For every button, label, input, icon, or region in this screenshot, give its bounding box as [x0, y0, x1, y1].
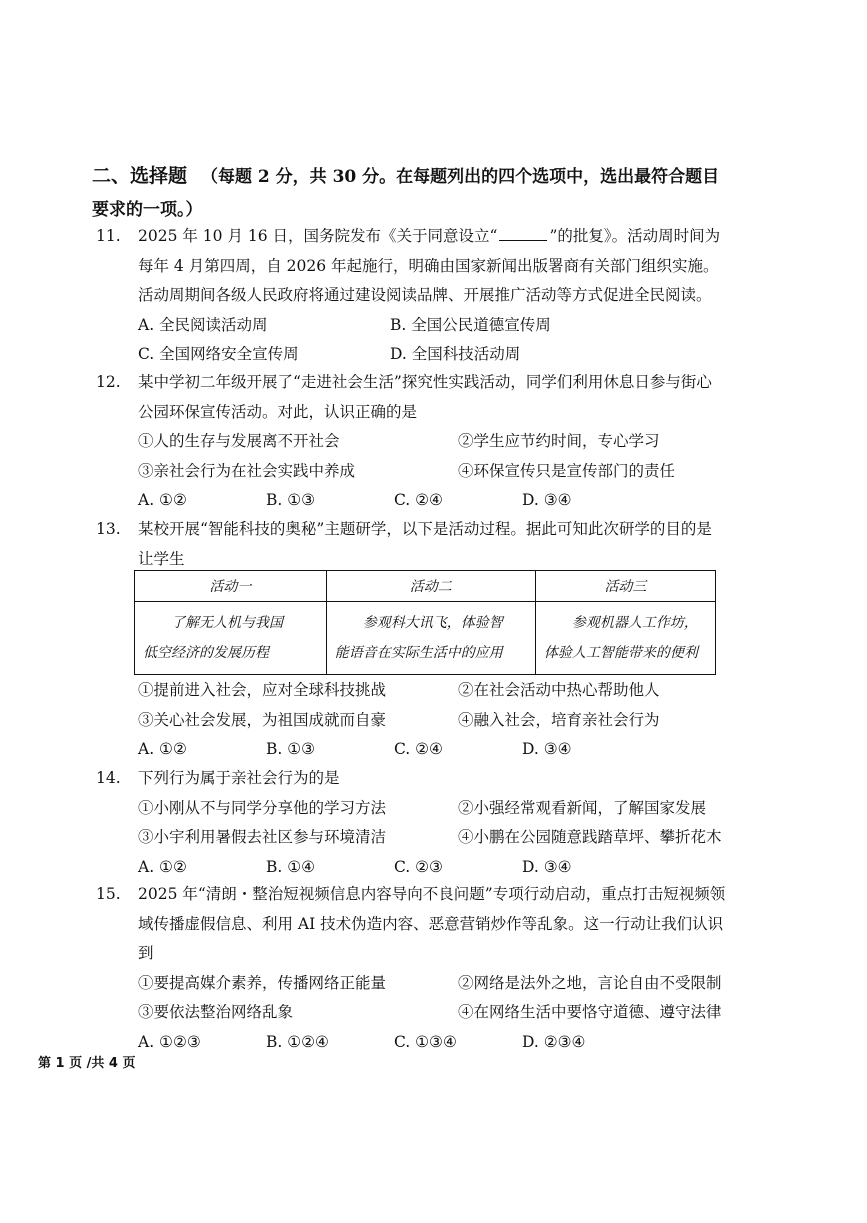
- statement-3: ③小宇利用暑假去社区参与环境清洁: [138, 828, 387, 846]
- option-c[interactable]: C. ②④: [394, 740, 443, 758]
- statement-list: [138, 794, 726, 853]
- option-a[interactable]: A. ①②③: [138, 1032, 201, 1051]
- option-b[interactable]: B. ①②④: [266, 1032, 329, 1051]
- statement-4: ④在网络生活中要恪守道德、遵守法律: [458, 1003, 722, 1021]
- answer-options: [138, 311, 726, 370]
- option-c[interactable]: C. 全国网络安全宣传周: [138, 345, 299, 363]
- statement-3: ③要依法整治网络乱象: [138, 1003, 294, 1021]
- question-14: [96, 764, 726, 882]
- statement-3: ③亲社会行为在社会实践中养成: [138, 461, 356, 480]
- statement-1: ①要提高媒介素养，传播网络正能量: [138, 973, 387, 992]
- question-number: 14.: [96, 769, 121, 787]
- page-footer: 第 1 页 /共 4 页: [38, 1056, 136, 1071]
- option-d[interactable]: D. ③④: [522, 740, 572, 758]
- question-stem: 下列行为属于亲社会行为的是: [138, 769, 340, 787]
- question-number: 13.: [96, 520, 121, 538]
- option-d[interactable]: D. ③④: [522, 491, 572, 509]
- answer-options: [138, 1028, 726, 1058]
- option-d[interactable]: D. ③④: [522, 857, 572, 876]
- statement-1: ①人的生存与发展离不开社会: [138, 432, 340, 450]
- question-number: 12.: [96, 373, 121, 391]
- question-stem: 某校开展“智能科技的奥秘”主题研学，以下是活动过程。据此可知此次研学的目的是让学生: [138, 520, 712, 568]
- table-cell: 参观机器人工作坊， 体验人工智能带来的便利: [535, 602, 715, 675]
- option-a[interactable]: A. ①②: [138, 857, 187, 876]
- option-a[interactable]: A. ①②: [138, 491, 187, 509]
- question-15: [96, 880, 726, 1057]
- option-d[interactable]: D. 全国科技活动周: [390, 345, 521, 363]
- table-cell: 参观科大讯飞，体验智 能语音在实际生活中的应用: [326, 602, 535, 675]
- statement-4: ④小鹏在公园随意践踏草坪、攀折花木: [458, 828, 722, 846]
- statement-1: ①小刚从不与同学分享他的学习方法: [138, 798, 387, 817]
- table-cell: 了解无人机与我国 低空经济的发展历程: [135, 602, 327, 675]
- statement-list: [138, 676, 726, 735]
- option-b[interactable]: B. ①③: [266, 491, 316, 509]
- answer-options: [138, 853, 726, 883]
- option-c[interactable]: C. ①③④: [394, 1032, 457, 1051]
- fill-blank: [499, 226, 547, 241]
- statement-4: ④环保宣传只是宣传部门的责任: [458, 461, 676, 480]
- option-c[interactable]: C. ②④: [394, 491, 443, 509]
- table-header: 活动三: [535, 571, 715, 602]
- table-header: 活动一: [135, 571, 327, 602]
- statement-2: ②在社会活动中热心帮助他人: [458, 681, 660, 699]
- statement-2: ②学生应节约时间，专心学习: [458, 432, 660, 450]
- section-note: （每题 2 分，共 30 分。在每题列出的四个选项中，选出最符合题目要求的一项。）: [92, 167, 720, 220]
- question-13-answers: [96, 676, 726, 765]
- statement-3: ③关心社会发展，为祖国成就而自豪: [138, 710, 387, 729]
- statement-2: ②网络是法外之地，言论自由不受限制: [458, 973, 722, 992]
- table-header: 活动二: [326, 571, 535, 602]
- question-stem: 某中学初二年级开展了“走进社会生活”探究性实践活动，同学们利用休息日参与街心公园环保宣传活动。对此，认识正确的是: [138, 373, 712, 421]
- option-b[interactable]: B. ①③: [266, 740, 316, 758]
- question-number: 15.: [96, 885, 121, 903]
- question-13: [96, 515, 726, 574]
- question-11: [96, 222, 726, 370]
- statement-1: ①提前进入社会，应对全球科技挑战: [138, 681, 387, 699]
- option-b[interactable]: B. 全国公民道德宣传周: [390, 315, 551, 334]
- option-a[interactable]: A. ①②: [138, 740, 187, 758]
- question-stem: 2025 年 10 月 16 日，国务院发布《关于同意设立“ ”的批复》。活动周时间为每年 4 月第四周，自 2026 年起施行，明确由国家新闻出版署商有关部门组织实施。活动周期间各级人民政府将通过建设阅读品牌、开展推广活动等方式促进全民阅读。: [138, 227, 721, 304]
- question-stem: 2025 年“清朗・整治短视频信息内容导向不良问题”专项行动启动，重点打击短视频领域传播虚假信息、利用 AI 技术伪造内容、恶意营销炒作等乱象。这一行动让我们认识到: [138, 885, 726, 962]
- answer-options: [138, 486, 726, 516]
- option-d[interactable]: D. ②③④: [522, 1032, 586, 1051]
- statement-2: ②小强经常观看新闻，了解国家发展: [458, 798, 707, 817]
- statement-list: [138, 427, 726, 486]
- activity-table: [134, 570, 716, 675]
- option-a[interactable]: A. 全民阅读活动周: [138, 315, 268, 334]
- question-12: [96, 368, 726, 516]
- option-c[interactable]: C. ②③: [394, 857, 443, 876]
- section-title: 二、选择题: [92, 165, 188, 187]
- answer-options: [138, 735, 726, 765]
- option-b[interactable]: B. ①④: [266, 857, 316, 876]
- statement-list: [138, 969, 726, 1028]
- question-number: 11.: [96, 227, 121, 245]
- section-heading: [92, 160, 732, 226]
- statement-4: ④融入社会，培育亲社会行为: [458, 710, 660, 729]
